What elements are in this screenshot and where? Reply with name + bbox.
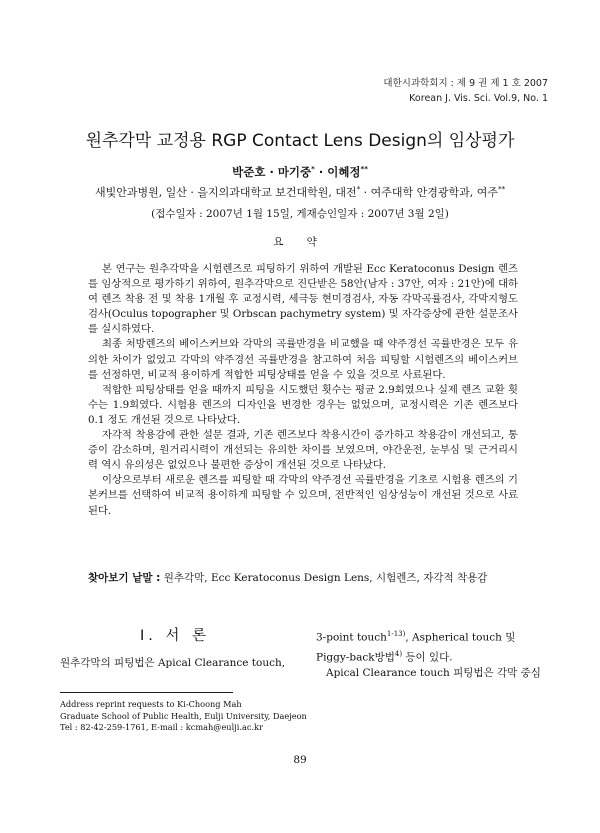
footnote-divider <box>60 692 233 693</box>
footnote-line: Address reprint requests to Ki-Choong Mah <box>60 699 242 709</box>
keywords-label: 찾아보기 낱말 : <box>88 572 161 584</box>
citation-mark: 4) <box>394 649 403 658</box>
affiliation-mark-1: * <box>356 185 361 194</box>
right-column-line <box>316 646 548 666</box>
affiliation-1: 새빛안과병원, 일산 · 을지의과대학교 보건대학원, 대전 <box>94 186 357 199</box>
page-number: 89 <box>293 754 307 766</box>
citation-mark: 1-13) <box>386 630 406 638</box>
section-heading-introduction: I. 서 론 <box>139 628 211 644</box>
right-line-1b: , Aspherical touch 및 <box>405 631 516 644</box>
affiliation-2: · 여주대학 안경광학과, 여주 <box>360 186 499 199</box>
right-line-2b: 등이 있다. <box>402 651 453 663</box>
right-column <box>316 626 548 681</box>
author-names-2: · 이혜정 <box>314 165 361 179</box>
abstract-paragraph: 이상으로부터 새로운 렌즈를 피팅할 때 각막의 약주경선 곡률반경을 기초로 시험용 렌즈의 기본커브를 선택하여 비교적 용이하게 피팅할 수 있으며, 전반적인 임상성능이 개선된 것으로 사료된다. <box>88 474 518 517</box>
author-mark-2: ** <box>360 165 368 174</box>
right-line-2a: Piggy-back방법 <box>316 651 395 663</box>
affiliations <box>0 184 600 200</box>
author-list <box>0 164 600 180</box>
journal-korean: 대한시과학회지 : 제 9 권 제 1 호 2007 <box>383 78 548 89</box>
journal-header <box>383 76 548 106</box>
right-column-line: Apical Clearance touch 피팅법은 각막 중심 <box>326 667 541 679</box>
paper-title: 원추각막 교정용 RGP Contact Lens Design의 임상평가 <box>85 131 515 151</box>
keywords <box>88 570 518 585</box>
abstract-paragraph: 자각적 착용감에 관한 설문 결과, 기존 렌즈보다 착용시간이 증가하고 착용감이 개선되고, 통증이 감소하며, 원거리시력이 개선되는 유의한 차이를 보였으며, 야간운전, 눈부심 및 근거리시력 역시 유의성은 없었으나 불편한 증상이 개선된 것으로 나타났다. <box>88 429 518 472</box>
abstract-paragraph: 본 연구는 원추각막을 시험렌즈로 피팅하기 위하여 개발된 Ecc Keratoconus Design 렌즈를 임상적으로 평가하기 위하여, 원추각막으로 진단받은 58안(남자 : 37안, 여자 : 21안)에 대하여 렌즈 착용 전 및 착용 1개월 후 교정시력, 세극등 현미경검사, 자동 각막곡률검사, 각막지형도검사(Oculus topographer 및 Orbscan pachymetry system) 및 자각증상에 관한 설문조사를 실시하였다. <box>88 263 518 336</box>
abstract-paragraph: 최종 처방렌즈의 베이스커브와 각막의 곡률반경을 비교했을 때 약주경선 곡률반경은 모두 유의한 차이가 없었고 각막의 약주경선 곡률반경을 참고하여 처음 피팅할 시험렌즈의 베이스커브를 선정하면, 비교적 용이하게 적합한 피팅상태를 얻을 수 있을 것으로 사료된다. <box>88 338 518 381</box>
abstract-paragraph: 적합한 피팅상태를 얻을 때까지 피팅을 시도했던 횟수는 평균 2.9회였으나 실제 렌즈 교환 횟수는 1.9회였다. 시험용 렌즈의 디자인을 변경한 경우는 없었으며, 교정시력은 기존 렌즈보다 0.1 정도 개선된 것으로 나타났다. <box>88 383 518 426</box>
author-names-1: 박준호 · 마기중 <box>232 165 312 179</box>
journal-english: Korean J. Vis. Sci. Vol.9, No. 1 <box>409 93 548 104</box>
abstract-heading: 요 약 <box>273 236 327 248</box>
submission-dates: (접수일자 : 2007년 1월 15일, 게재승인일자 : 2007년 3월 2일) <box>151 208 449 220</box>
keywords-text: 원추각막, Ecc Keratoconus Design Lens, 시험렌즈, 자각적 착용감 <box>160 572 488 584</box>
correspondence-footnote <box>60 699 360 734</box>
right-line-1a: 3-point touch <box>316 631 387 644</box>
abstract-body <box>88 262 518 519</box>
left-column-text: 원추각막의 피팅법은 Apical Clearance touch, <box>60 657 286 669</box>
author-mark-1: * <box>311 165 315 174</box>
right-column-line <box>316 626 548 646</box>
footnote-line: Tel : 82-42-259-1761, E-mail : kcmah@eulji.ac.kr <box>60 722 263 732</box>
footnote-line: Graduate School of Public Health, Eulji University, Daejeon <box>60 710 307 721</box>
affiliation-mark-2: ** <box>498 185 506 194</box>
